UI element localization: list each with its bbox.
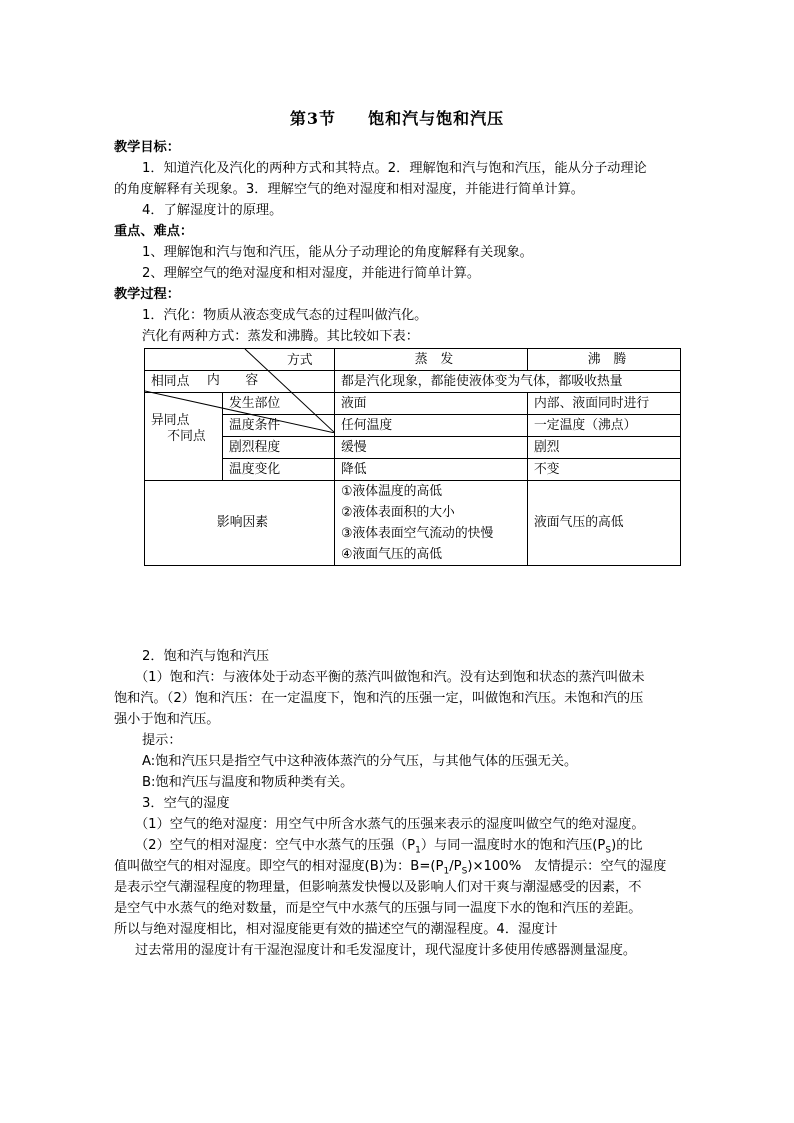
row-label: 剧烈程度 [223,437,335,459]
boil-cell: 内部、液面同时进行 [528,393,681,415]
humidity-line-1: （1）空气的绝对湿度：用空气中所含水蒸气的压强来表示的湿度叫做空气的绝对湿度。 [135,817,645,832]
evap-cell: 液面 [335,393,528,415]
tip-label: 提示： [142,733,182,748]
column-header-boiling: 沸 腾 [528,349,681,371]
key-line-2: 2、理解空气的绝对湿度和相对湿度，并能进行简单计算。 [142,266,481,281]
subscript: S [605,845,612,856]
saturation-line-3: 强小于饱和汽压。 [114,712,220,727]
humidity-line-5: 是空气中水蒸气的绝对数量，而是空气中水蒸气的压强与同一温度下水的饱和汽压的差距。 [114,901,642,916]
humidity-line-7: 过去常用的湿度计有干湿泡湿度计和毛发湿度计，现代湿度计多使用传感器测量湿度。 [135,943,637,958]
tip-b: B:饱和汽压与温度和物质种类有关。 [142,775,354,790]
process-line-2: 汽化有两种方式：蒸发和沸腾。其比较如下表： [142,329,419,344]
key-heading: 重点、难点： [114,224,194,239]
diff-label: 不同点 [145,393,223,481]
evap-cell: 缓慢 [335,437,528,459]
factors-evaporation [335,481,528,566]
goals-line-3: 4．了解湿度计的原理。 [142,203,283,218]
section-name: 饱和汽与饱和汽压 [368,109,505,128]
row-label: 温度变化 [223,459,335,481]
saturation-line-1: （1）饱和汽：与液体处于动态平衡的蒸汽叫做饱和汽。没有达到饱和状态的蒸汽叫做未 [135,670,645,685]
text-run: （2）空气的相对湿度：空气中水蒸气的压强（P [135,838,416,853]
page-title [0,106,794,129]
evap-cell: 任何温度 [335,415,528,437]
humidity-line-4: 是表示空气潮湿程度的物理量，但影响蒸发快慢以及影响人们对干爽与潮湿感受的因素，不 [114,880,642,895]
comparison-table [144,348,681,566]
factor-item: ④液面气压的高低 [341,547,443,562]
table-row [145,481,681,566]
goals-line-2: 的角度解释有关现象。3．理解空气的绝对湿度和相对湿度，并能进行简单计算。 [114,182,584,197]
evap-cell: 降低 [335,459,528,481]
saturation-heading: 2．饱和汽与饱和汽压 [142,649,270,664]
humidity-heading: 3．空气的湿度 [142,796,230,811]
key-line-1: 1、理解饱和汽与饱和汽压，能从分子动理论的角度解释有关现象。 [142,245,533,260]
row-label: 发生部位 [223,393,335,415]
factor-item: ②液体表面积的大小 [341,505,455,520]
boil-cell: 一定温度（沸点） [528,415,681,437]
boil-cell: 剧烈 [528,437,681,459]
subscript: S [461,866,468,877]
section-number: 第3节 [289,109,337,128]
factor-item: ③液体表面空气流动的快慢 [341,526,494,541]
table-row [145,459,681,481]
text-run: ）与同一温度时水的饱和汽压(P [420,838,606,853]
table-header-row [145,349,681,371]
same-label: 相同点 [145,371,335,393]
same-value: 都是汽化现象，都能使液体变为气体，都吸收热量 [335,371,681,393]
saturation-line-2: 饱和汽。（2）饱和汽压：在一定温度下，饱和汽的压强一定，叫做饱和汽压。未饱和汽的压 [114,691,644,706]
text-run: /P [449,859,462,874]
diag-label-aspect: 异同点 [151,413,190,428]
column-header-evaporation: 蒸 发 [335,349,528,371]
process-heading: 教学过程： [114,287,180,302]
diag-label-method: 方式 [287,353,313,368]
goals-line-1: 1．知道汽化及汽化的两种方式和其特点。2．理解饱和汽与饱和汽压，能从分子动理论 [142,161,647,176]
table-row [145,437,681,459]
row-label: 温度条件 [223,415,335,437]
tip-a: A:饱和汽压只是指空气中这种液体蒸汽的分气压，与其他气体的压强无关。 [142,754,578,769]
factor-item: ①液体温度的高低 [341,484,443,499]
boil-cell: 不变 [528,459,681,481]
subscript: 1 [443,866,450,877]
text-run: )的比 [611,838,643,853]
factor-boiling: 液面气压的高低 [528,481,681,566]
subscript: 1 [415,845,421,856]
diag-label-content: 内 容 [207,373,259,388]
humidity-line-6: 所以与绝对湿度相比，相对湿度能更有效的描述空气的潮湿程度。4．湿度计 [114,922,558,937]
factor-label: 影响因素 [145,481,335,566]
goals-heading: 教学目标： [114,140,180,155]
text-run: )×100% 友情提示：空气的湿度 [467,859,667,874]
text-run: 值叫做空气的相对湿度。即空气的相对湿度(B)为：B=(P [114,859,444,874]
process-line-1: 1．汽化：物质从液态变成气态的过程叫做汽化。 [142,308,428,323]
